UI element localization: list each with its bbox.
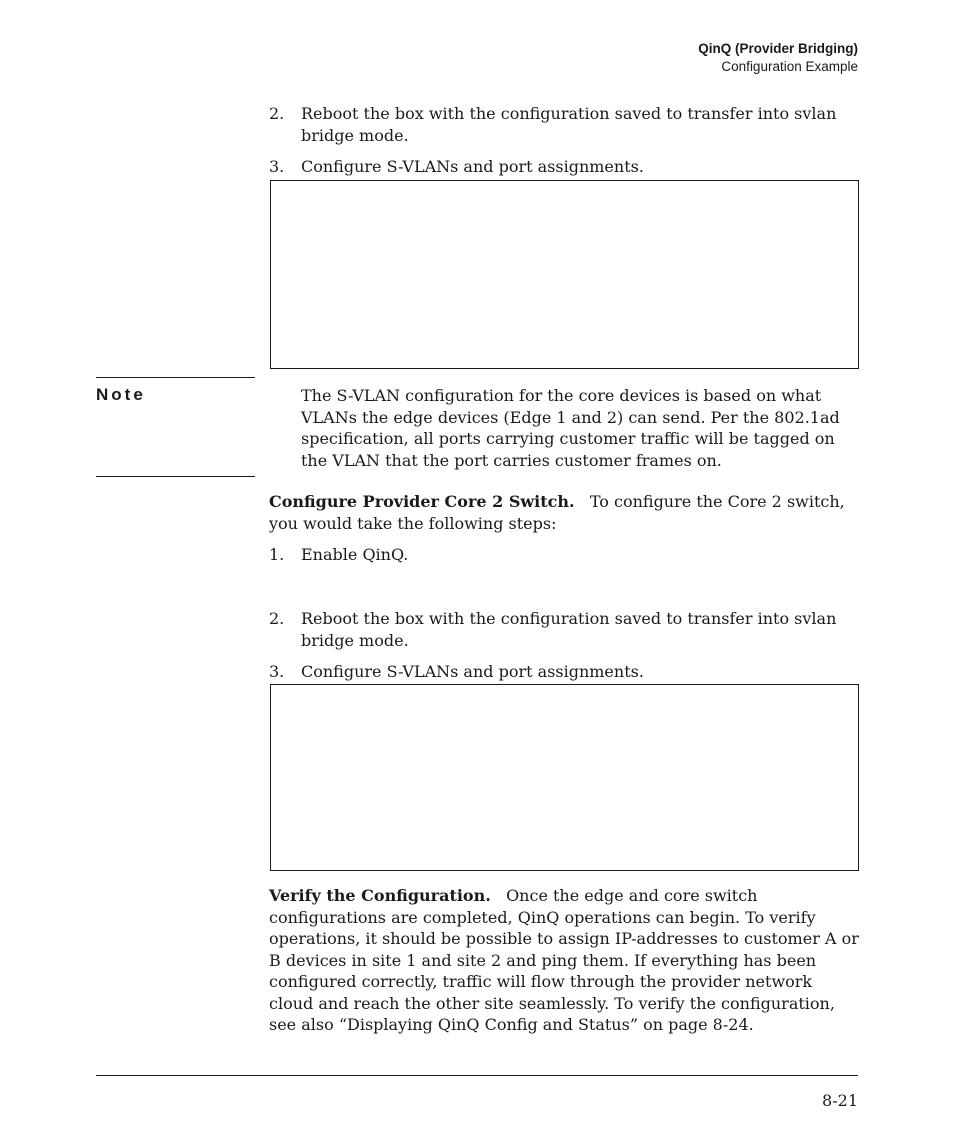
step-text: Configure S-VLANs and port assignments. <box>301 157 644 176</box>
step-text: Configure S-VLANs and port assignments. <box>301 662 644 681</box>
verify-paragraph <box>269 885 861 1036</box>
page-number: 8-21 <box>822 1091 858 1110</box>
step-number: 3. <box>269 157 285 176</box>
code-box <box>270 684 859 871</box>
verify-text: Once the edge and core switch configurations are completed, QinQ operations can begin. To verify operations, it should be possible to assign IP-addresses to customer A or B devices in site 1 and site 2 and ping them. If everything has been configured correctly, traffic will flow through the provider network cloud and reach the other site seamlessly. To verify the configuration, see also “Displaying QinQ Config and Status” on page 8-24. <box>269 886 859 1034</box>
note-text: The S-VLAN configuration for the core devices is based on what VLANs the edge devices (Edge 1 and 2) can send. Per the 802.1ad specification, all ports carrying customer traffic will be tagged on the VLAN that the port carries customer frames on. <box>301 386 840 470</box>
step-number: 2. <box>269 609 285 628</box>
core2-paragraph <box>269 491 861 534</box>
section-title: Configuration Example <box>721 59 858 74</box>
code-box <box>270 180 859 369</box>
chapter-title: QinQ (Provider Bridging) <box>698 41 858 56</box>
step-number: 3. <box>269 662 285 681</box>
step-number: 2. <box>269 104 285 123</box>
step-text: Reboot the box with the configuration saved to transfer into svlan bridge mode. <box>301 104 837 145</box>
step-number: 1. <box>269 545 285 564</box>
note-bottom-rule <box>96 476 255 477</box>
running-header <box>698 40 858 76</box>
core2-text: To configure the Core 2 switch, you would take the following steps: <box>269 492 845 533</box>
step-text: Enable QinQ. <box>301 545 409 564</box>
note-top-rule <box>96 377 255 378</box>
core2-heading: Configure Provider Core 2 Switch. <box>269 492 575 511</box>
verify-heading: Verify the Configuration. <box>269 886 491 905</box>
note-label: Note <box>96 385 146 404</box>
step-text: Reboot the box with the configuration saved to transfer into svlan bridge mode. <box>301 609 837 650</box>
footer-rule <box>96 1075 858 1076</box>
